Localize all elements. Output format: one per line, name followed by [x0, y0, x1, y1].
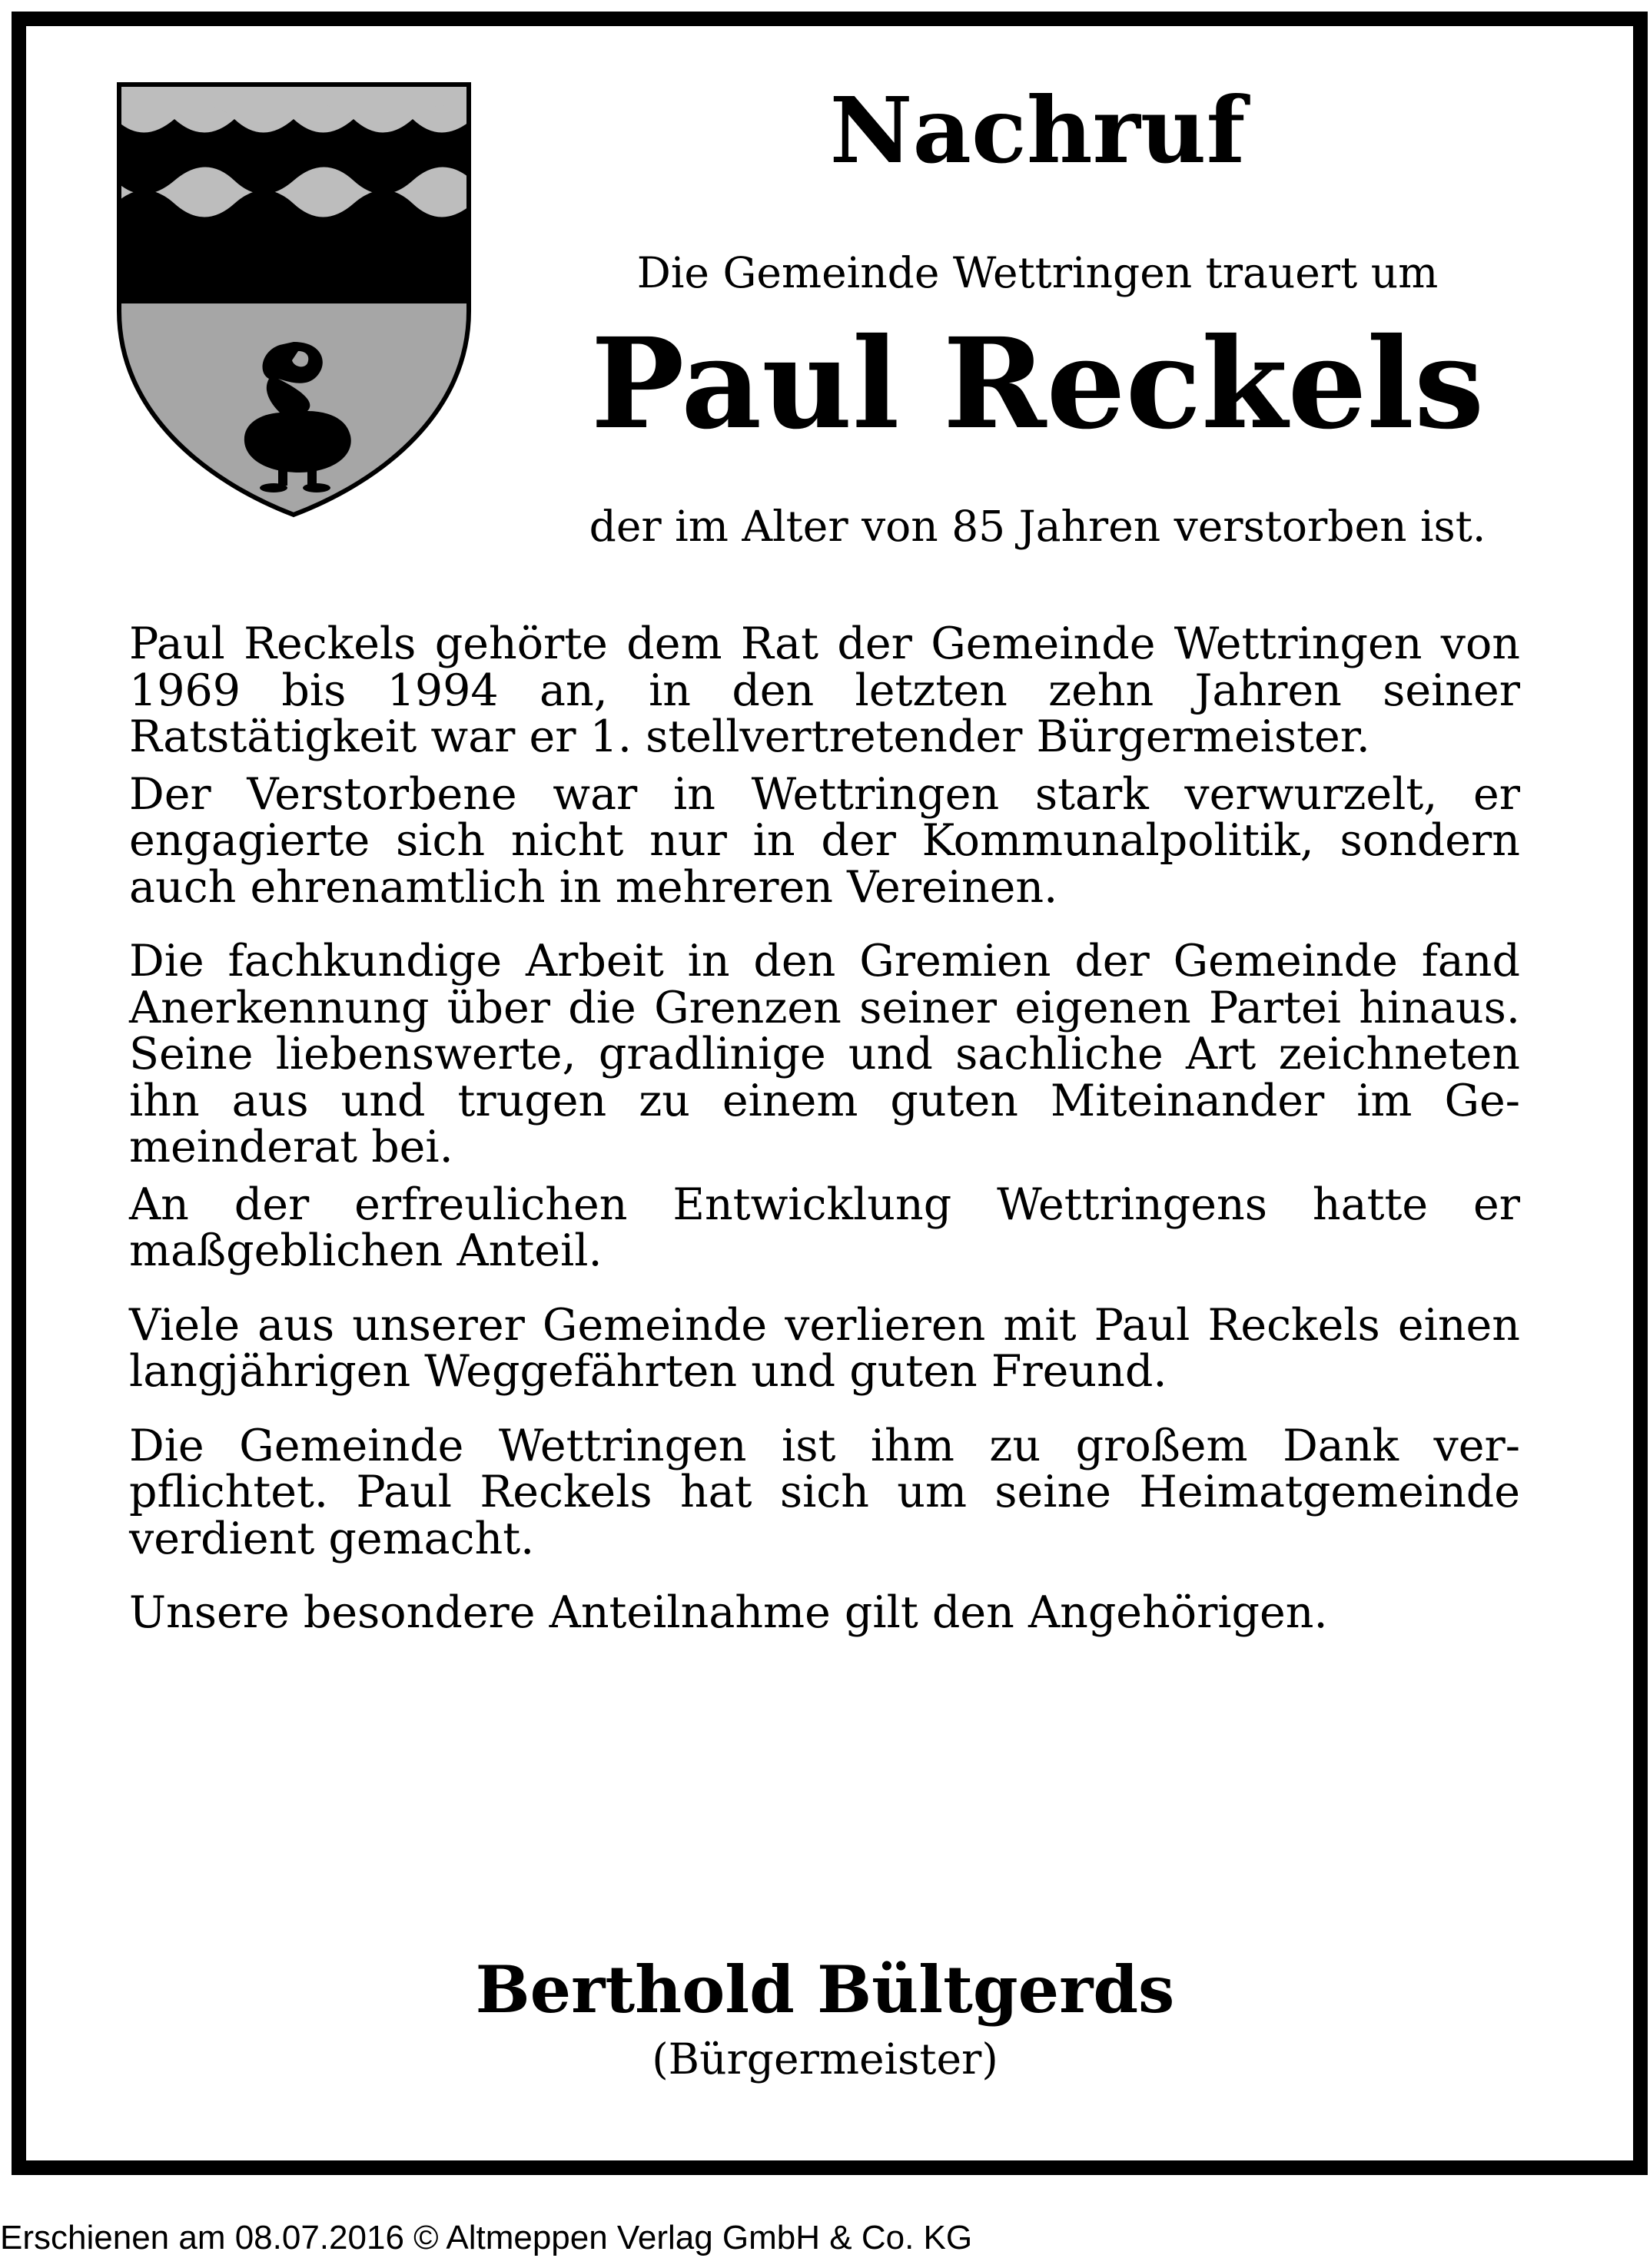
coat-of-arms-icon — [115, 81, 473, 519]
paragraph-condolences: Unsere besondere Anteilnahme gilt den Angehörigen. — [129, 1587, 1328, 1638]
notice-intro: Die Gemeinde Wettringen trauert um — [636, 248, 1439, 297]
signer-role: (Bürgermeister) — [652, 2034, 998, 2084]
paragraph-development: An der erfreulichen Entwicklung Wettringens hatte er maßgeblichen Anteil. — [129, 1179, 1520, 1276]
publication-note: Erschienen am 08.07.2016 © Altmeppen Verlag GmbH & Co. KG — [0, 2219, 973, 2256]
paragraph-community-roots: Der Verstorbene war in Wettringen stark verwurzelt, er engagierte sich nicht nur in der Kommunalpolitik, sondern auch ehrenamtlich in mehreren Vereinen. — [129, 768, 1520, 913]
signer-name: Berthold Bültgerds — [475, 1951, 1175, 2028]
notice-title: Nachruf — [829, 77, 1246, 184]
paragraph-recognition: Die fachkundige Arbeit in den Gremien der Gemeinde fand Anerkennung über die Grenzen seiner eigenen Partei hinaus. Seine liebenswerte, gradlinige und sachliche Art zeichneten ihn aus und trugen zu einem guten Miteinander im Gemeinderat bei. — [129, 936, 1520, 1172]
deceased-name: Paul Reckels — [590, 311, 1485, 457]
paragraph-council-membership: Paul Reckels gehörte dem Rat der Gemeinde Wettringen von 1969 bis 1994 an, in den letzten zehn Jahren seiner Ratstätigkeit war er 1. stellvertretender Bürgermeister. — [129, 618, 1520, 762]
paragraph-companion: Viele aus unserer Gemeinde verlieren mit Paul Reckels einen langjährigen Weggefährten und guten Freund. — [129, 1299, 1520, 1397]
age-line: der im Alter von 85 Jahren verstorben ist. — [589, 502, 1486, 551]
notice-body — [129, 618, 1520, 1638]
paragraph-gratitude: Die Gemeinde Wettringen ist ihm zu großem Dank verpflichtet. Paul Reckels hat sich um seine Heimatgemeinde verdient gemacht. — [129, 1420, 1520, 1564]
